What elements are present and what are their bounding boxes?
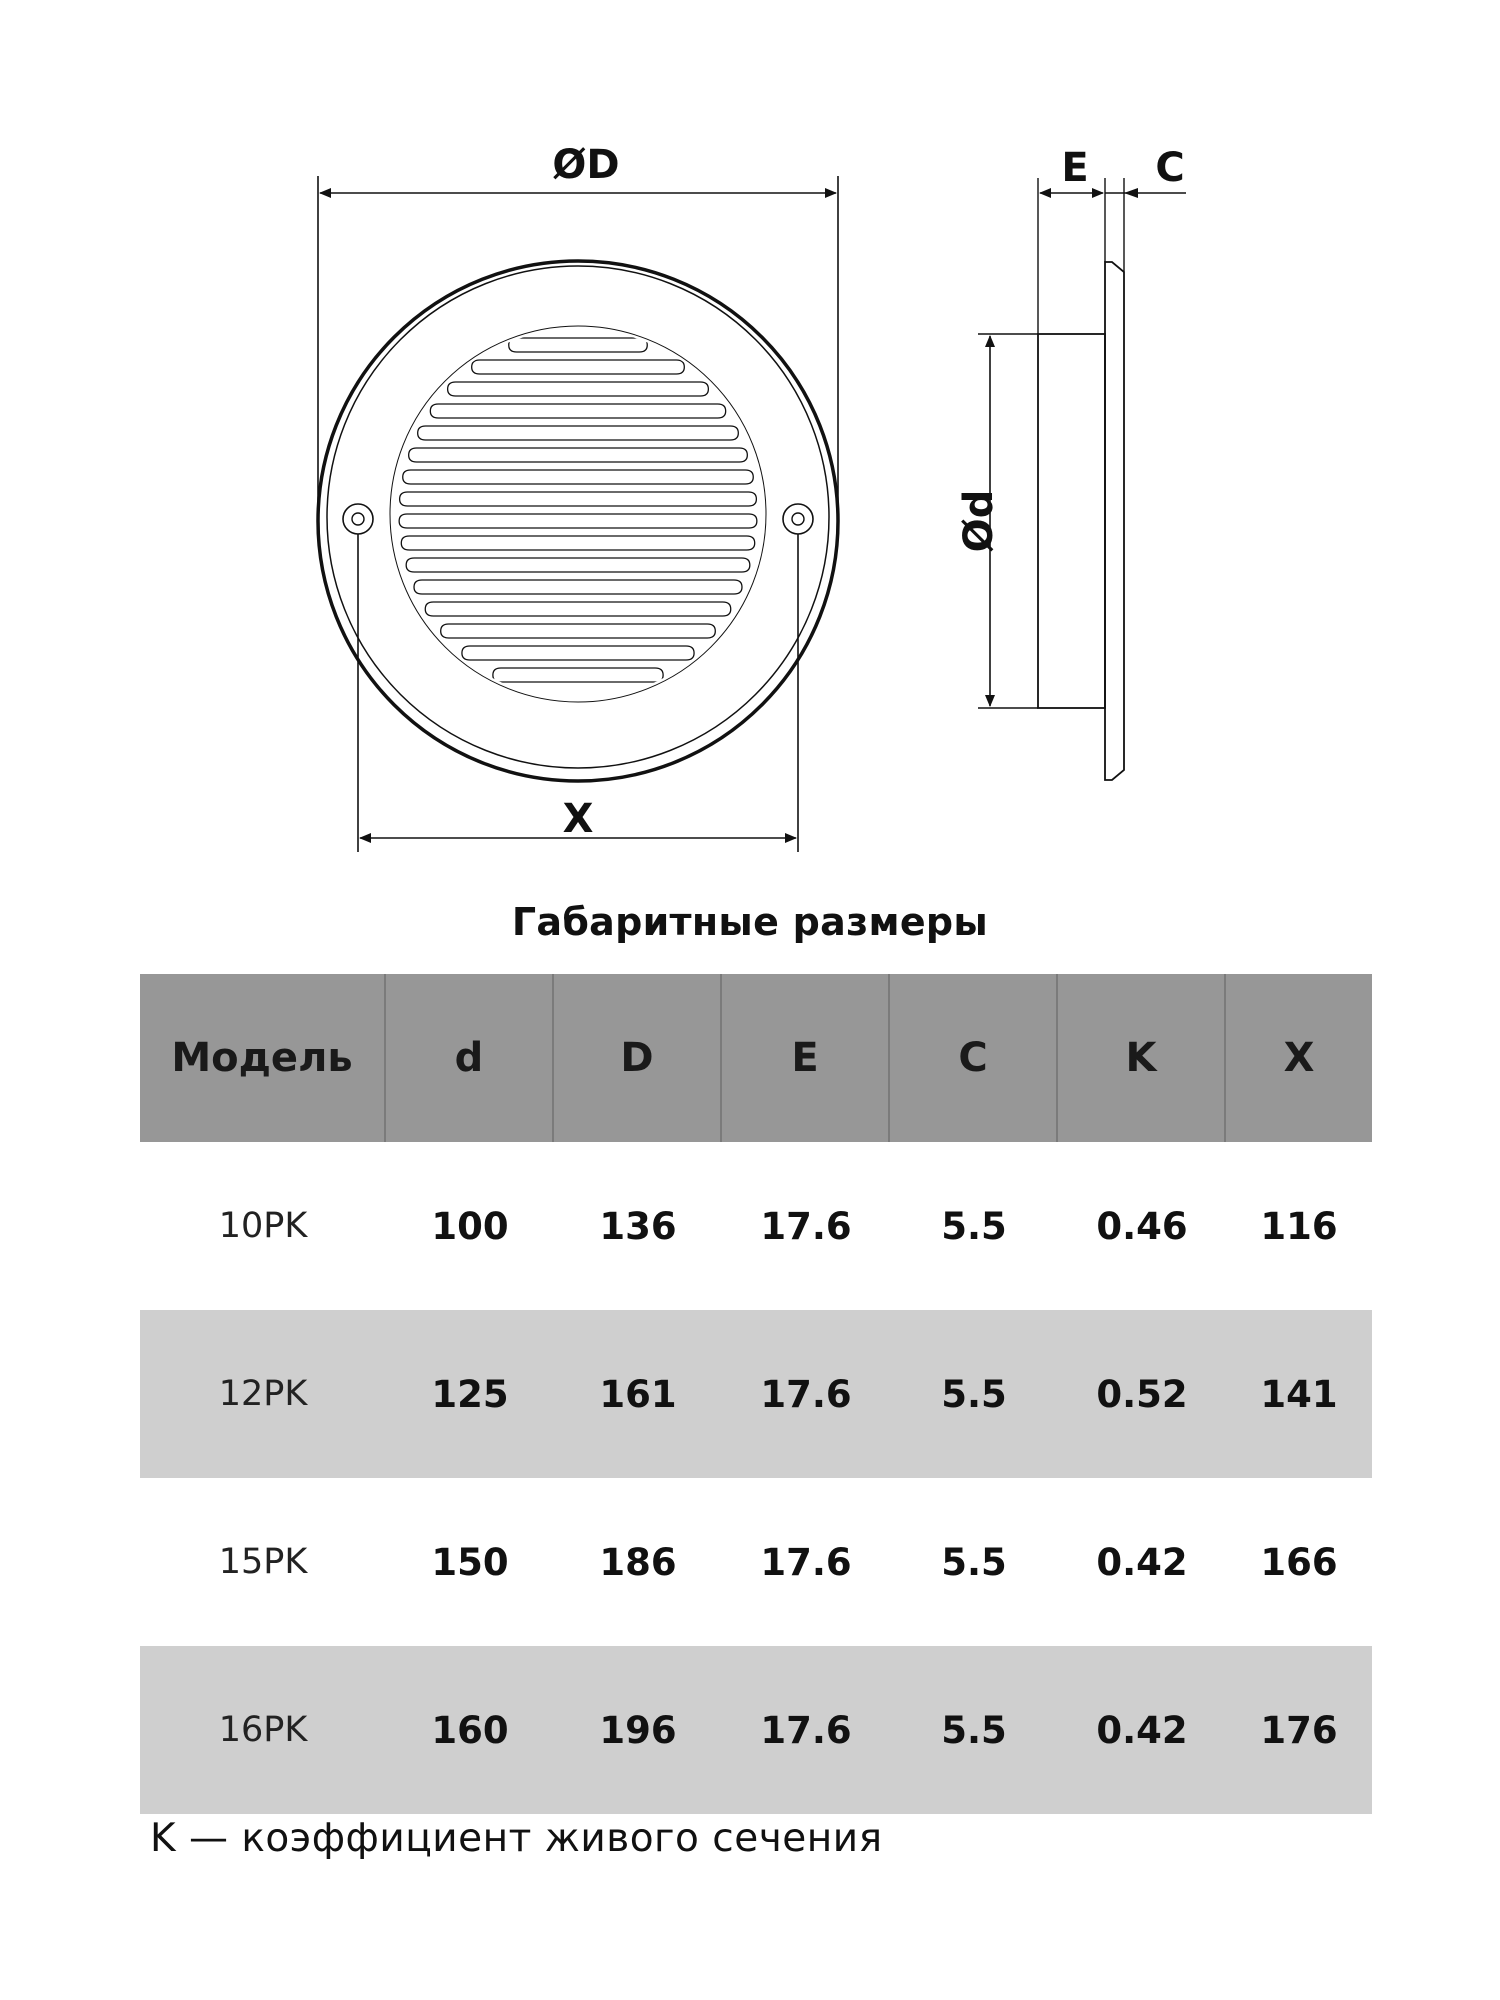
header-d: d [386, 974, 554, 1142]
label-hole-spacing: X [562, 796, 594, 842]
cell-X: 141 [1260, 1372, 1338, 1416]
cell-X: 176 [1260, 1708, 1338, 1752]
table-row [140, 1142, 1372, 1310]
cell-C: 5.5 [941, 1708, 1007, 1752]
cell-E: 17.6 [760, 1540, 852, 1584]
louver-slat [409, 448, 748, 462]
cell-d: 100 [431, 1204, 509, 1248]
footnote: K — коэффициент живого сечения [150, 1816, 883, 1861]
cell-d: 150 [431, 1540, 509, 1584]
grill-louvers [399, 338, 757, 682]
table-row [140, 1478, 1372, 1646]
cell-X: 116 [1260, 1204, 1338, 1248]
front-view [318, 176, 838, 852]
cell-C: 5.5 [941, 1540, 1007, 1584]
cell-X: 166 [1260, 1540, 1338, 1584]
cell-C: 5.5 [941, 1204, 1007, 1248]
cell-C: 5.5 [941, 1372, 1007, 1416]
header-model: Модель [140, 974, 386, 1142]
mounting-hole-right [783, 504, 813, 534]
louver-slat [430, 404, 725, 418]
cell-D: 161 [599, 1372, 677, 1416]
side-view [978, 178, 1186, 780]
louver-slat [509, 338, 648, 352]
cell-K: 0.42 [1096, 1540, 1188, 1584]
louver-slat [406, 558, 750, 572]
louver-slat [414, 580, 742, 594]
louver-slat [441, 624, 716, 638]
dimensions-table [140, 974, 1372, 1814]
flange-profile [1105, 262, 1124, 780]
technical-drawing [0, 0, 1500, 880]
louver-slat [493, 668, 663, 682]
louver-slat [462, 646, 694, 660]
louver-slat [472, 360, 685, 374]
louver-slat [403, 470, 754, 484]
cell-D: 136 [599, 1204, 677, 1248]
label-flange-thickness: C [1155, 145, 1185, 191]
inner-rim [327, 266, 829, 768]
cell-E: 17.6 [760, 1204, 852, 1248]
louver-slat [425, 602, 730, 616]
table-row [140, 1310, 1372, 1478]
cell-model: 10PK [218, 1206, 308, 1246]
cell-d: 125 [431, 1372, 509, 1416]
louver-slat [400, 492, 757, 506]
table-title: Габаритные размеры [511, 900, 989, 944]
collar-profile [1038, 334, 1105, 708]
cell-model: 16PK [218, 1710, 308, 1750]
label-inner-diameter: Ød [956, 489, 1002, 553]
cell-K: 0.42 [1096, 1708, 1188, 1752]
table-header-row [140, 974, 1372, 1142]
header-X: X [1283, 1035, 1315, 1081]
header-C: C [890, 974, 1058, 1142]
label-depth: E [1061, 145, 1089, 191]
outer-rim [318, 261, 838, 781]
cell-E: 17.6 [760, 1372, 852, 1416]
label-outer-diameter: ØD [552, 142, 620, 188]
cell-model: 15PK [218, 1542, 308, 1582]
header-K: K [1058, 974, 1226, 1142]
cell-K: 0.52 [1096, 1372, 1188, 1416]
louver-slat [418, 426, 739, 440]
louver-slat [401, 536, 754, 550]
cell-D: 186 [599, 1540, 677, 1584]
louver-slat [399, 514, 757, 528]
cell-D: 196 [599, 1708, 677, 1752]
cell-K: 0.46 [1096, 1204, 1188, 1248]
cell-d: 160 [431, 1708, 509, 1752]
cell-model: 12PK [218, 1374, 308, 1414]
cell-E: 17.6 [760, 1708, 852, 1752]
louver-slat [448, 382, 709, 396]
header-D: D [554, 974, 722, 1142]
header-E: E [722, 974, 890, 1142]
mounting-hole-left [343, 504, 373, 534]
table-row [140, 1646, 1372, 1814]
